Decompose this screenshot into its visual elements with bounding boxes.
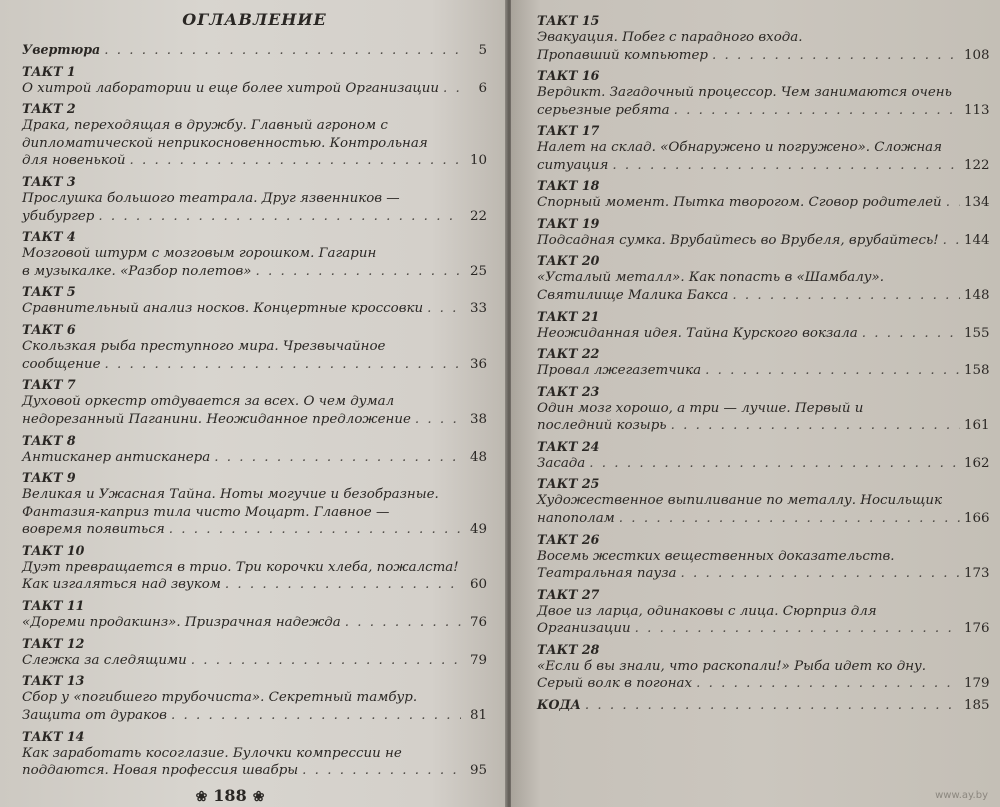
page-ref: 22 — [469, 208, 487, 224]
chapter-label: ТАКТ 25 — [537, 476, 600, 492]
toc-entry — [537, 122, 990, 174]
page-ref: 25 — [469, 263, 487, 279]
toc-row — [22, 356, 487, 374]
chapter-label: ТАКТ 17 — [537, 123, 600, 139]
toc-list-left — [22, 41, 487, 780]
toc-row — [537, 325, 990, 343]
toc-entry — [537, 641, 990, 693]
toc-row — [22, 80, 487, 98]
chapter-title-line: Налет на склад. «Обнаружено и погружено». Сложная — [537, 140, 943, 156]
toc-entry — [537, 215, 990, 250]
chapter-title-line: Святилище Малика Бакса — [537, 287, 729, 303]
page-ref: 161 — [964, 418, 990, 434]
chapter-title-line: Мозговой штурм с мозговым горошком. Гагарин — [22, 246, 377, 262]
chapter-label: ТАКТ 19 — [537, 215, 600, 231]
toc-entry — [22, 63, 487, 98]
toc-row — [22, 208, 487, 226]
dot-leader — [98, 208, 461, 226]
dot-leader — [732, 287, 960, 305]
page-number: 188 — [213, 786, 247, 805]
chapter-title-line: Фантазия-каприз тила чисто Моцарт. Главное — — [22, 504, 390, 520]
chapter-title-line: Художественное выпиливание по металлу. Носильщик — [537, 493, 942, 509]
toc-row — [537, 102, 990, 120]
toc-row — [537, 157, 990, 175]
toc-entry — [22, 672, 487, 724]
dot-leader — [427, 300, 461, 318]
chapter-label: ТАКТ 7 — [22, 377, 76, 393]
chapter-label: ТАКТ 20 — [537, 253, 600, 269]
toc-entry — [22, 432, 487, 467]
chapter-label: ТАКТ 2 — [22, 101, 76, 117]
chapter-title-line: «Дореми продакшнз». Призрачная надежда — [22, 615, 341, 631]
page-ref: 76 — [469, 615, 487, 631]
chapter-title-line: Спорный момент. Пытка творогом. Сговор родителей — [537, 195, 942, 211]
watermark: www.ay.by — [935, 790, 988, 801]
chapter-title-line: напополам — [537, 510, 615, 526]
toc-row — [537, 696, 990, 715]
page-ref: 10 — [469, 153, 487, 169]
chapter-label: ТАКТ 24 — [537, 438, 600, 454]
dot-leader — [214, 449, 461, 467]
chapter-label: ТАКТ 6 — [22, 322, 76, 338]
toc-row — [537, 47, 990, 65]
chapter-label: ТАКТ 15 — [537, 13, 600, 28]
dot-leader — [705, 362, 960, 380]
chapter-title-line: серьезные ребята — [537, 102, 670, 118]
page-ref: 38 — [469, 411, 487, 427]
dot-leader — [130, 152, 461, 170]
chapter-title-line: Провал лжегазетчика — [537, 363, 702, 379]
chapter-title-line: Вердикт. Загадочный процессор. Чем занимаются очень — [537, 85, 952, 101]
dot-leader — [585, 697, 960, 715]
chapter-title-line: Эвакуация. Побег с парадного входа. — [537, 30, 803, 45]
chapter-label: ТАКТ 23 — [537, 383, 600, 399]
page-ref: 166 — [964, 510, 990, 526]
chapter-title-line: Скользкая рыба преступного мира. Чрезвычайное — [22, 339, 386, 355]
toc-entry — [22, 597, 487, 632]
page-ref: 36 — [469, 356, 487, 372]
chapter-label: ТАКТ 13 — [22, 673, 85, 689]
dot-leader — [171, 707, 461, 725]
page-ref: 173 — [964, 566, 990, 582]
toc-entry — [537, 438, 990, 473]
page-ref: 155 — [964, 325, 990, 341]
page-ref: 185 — [964, 697, 990, 713]
dot-leader — [415, 411, 461, 429]
toc-row — [22, 41, 487, 60]
toc-entry — [22, 283, 487, 318]
page-ref: 134 — [964, 195, 990, 211]
chapter-label: ТАКТ 21 — [537, 308, 600, 324]
toc-row — [22, 707, 487, 725]
toc-row — [22, 576, 487, 594]
page-ref: 122 — [964, 157, 990, 173]
toc-entry — [22, 41, 487, 60]
chapter-title-line: Двое из ларца, одинаковы с лица. Сюрприз для — [537, 603, 877, 619]
chapter-title-line: в музыкалке. «Разбор полетов» — [22, 263, 252, 279]
dot-leader — [105, 356, 462, 374]
chapter-title-line: Дуэт превращается в трио. Три корочки хлеба, пожалста! — [22, 559, 459, 575]
chapter-label: ТАКТ 27 — [537, 586, 600, 602]
dot-leader — [681, 565, 961, 583]
toc-entry — [22, 635, 487, 670]
dot-leader — [169, 521, 461, 539]
page-ref: 5 — [478, 43, 487, 58]
chapter-label: ТАКТ 11 — [22, 598, 85, 614]
dot-leader — [946, 194, 960, 212]
toc-row — [22, 263, 487, 281]
toc-row — [22, 300, 487, 318]
page-number-footer — [0, 786, 460, 805]
chapter-title-line: Театральная пауза — [537, 566, 677, 582]
page-ref: 176 — [964, 621, 990, 637]
chapter-title-line: последний козырь — [537, 418, 667, 434]
chapter-label: ТАКТ 26 — [537, 531, 600, 547]
chapter-title-line: Как заработать косоглазие. Булочки компрессии не — [22, 745, 402, 761]
toc-row — [22, 521, 487, 539]
dot-leader — [589, 455, 960, 473]
chapter-title-line: Увертюра — [22, 42, 101, 57]
toc-entry — [537, 308, 990, 343]
dot-leader — [862, 325, 960, 343]
chapter-title-line: Антисканер антисканера — [22, 449, 211, 465]
chapter-title-line: Сбор у «погибшего трубочиста». Секретный тамбур. — [22, 690, 418, 706]
toc-entry — [22, 228, 487, 280]
chapter-title-line: Подсадная сумка. Врубайтесь во Врубеля, врубайтесь! — [537, 232, 939, 248]
chapter-title-line: Слежка за следящими — [22, 652, 187, 668]
chapter-label: ТАКТ 1 — [22, 63, 76, 79]
page-ref: 113 — [964, 102, 990, 118]
chapter-label: ТАКТ 22 — [537, 346, 600, 362]
chapter-label: ТАКТ 4 — [22, 229, 76, 245]
page-ref: 108 — [964, 47, 990, 63]
toc-row — [22, 449, 487, 467]
page-ref: 162 — [964, 455, 990, 471]
chapter-title-line: Восемь жестких вещественных доказательств. — [537, 548, 895, 564]
chapter-title-line: Как изгаляться над звуком — [22, 577, 221, 593]
chapter-title-line: Великая и Ужасная Тайна. Ноты могучие и безобразные. — [22, 487, 439, 503]
chapter-label: ТАКТ 28 — [537, 641, 600, 657]
right-page — [511, 0, 1000, 807]
ornament-right-icon: ❀ — [252, 789, 265, 805]
page-ref: 95 — [469, 763, 487, 779]
toc-row — [537, 565, 990, 583]
chapter-title-line: О хитрой лаборатории и еще более хитрой Организации — [22, 80, 440, 96]
page-ref: 81 — [469, 707, 487, 723]
toc-entry — [537, 475, 990, 527]
toc-row — [537, 510, 990, 528]
toc-entry — [537, 177, 990, 212]
dot-leader — [302, 762, 461, 780]
dot-leader — [443, 80, 461, 98]
chapter-label: ТАКТ 5 — [22, 284, 76, 300]
toc-list-right — [537, 12, 990, 714]
dot-leader — [612, 157, 960, 175]
chapter-title-line: Засада — [537, 455, 586, 471]
chapter-label: ТАКТ 14 — [22, 728, 85, 744]
toc-entry — [22, 321, 487, 373]
chapter-title-line: Драка, переходящая в дружбу. Главный агроном с — [22, 118, 388, 134]
page-ref: 48 — [469, 449, 487, 465]
chapter-title-line: ситуация — [537, 157, 609, 173]
toc-entry — [537, 383, 990, 435]
chapter-title-line: сообщение — [22, 356, 101, 372]
toc-entry — [22, 469, 487, 539]
chapter-title-line: для новенькой — [22, 153, 126, 169]
page-ref: 6 — [478, 80, 487, 96]
toc-entry — [537, 531, 990, 583]
toc-heading: ОГЛАВЛЕНИЕ — [182, 10, 327, 29]
toc-row — [537, 455, 990, 473]
toc-row — [537, 287, 990, 305]
dot-leader — [712, 47, 960, 65]
chapter-title-line: Прослушка большого театрала. Друг язвенников — — [22, 191, 400, 207]
toc-entry — [537, 252, 990, 304]
toc-row — [22, 152, 487, 170]
chapter-title-line: Неожиданная идея. Тайна Курского вокзала — [537, 325, 858, 341]
page-ref: 179 — [964, 676, 990, 692]
dot-leader — [191, 652, 461, 670]
chapter-title-line: Организации — [537, 621, 631, 637]
chapter-title-line: убибургер — [22, 208, 95, 224]
toc-entry — [537, 345, 990, 380]
dot-leader — [696, 675, 960, 693]
dot-leader — [674, 102, 960, 120]
toc-entry — [22, 542, 487, 594]
toc-row — [22, 614, 487, 632]
toc-row — [537, 362, 990, 380]
chapter-label: ТАКТ 3 — [22, 174, 76, 190]
toc-row — [22, 652, 487, 670]
ornament-left-icon: ❀ — [195, 789, 208, 805]
chapter-label: ТАКТ 8 — [22, 432, 76, 448]
chapter-title-line: дипломатической неприкосновенностью. Контрольная — [22, 135, 428, 151]
toc-row — [22, 411, 487, 429]
page-ref: 79 — [469, 652, 487, 668]
chapter-title-line: Защита от дураков — [22, 707, 167, 723]
toc-row — [22, 762, 487, 780]
chapter-title-line: Один мозг хорошо, а три — лучше. Первый и — [537, 400, 864, 416]
chapter-title-line: «Усталый металл». Как попасть в «Шамбалу». — [537, 270, 884, 286]
chapter-label: ТАКТ 9 — [22, 470, 76, 486]
toc-row — [537, 675, 990, 693]
page-ref: 49 — [469, 522, 487, 538]
chapter-title-line: вовремя появиться — [22, 522, 165, 538]
dot-leader — [943, 232, 960, 250]
chapter-label: ТАКТ 18 — [537, 178, 600, 194]
chapter-label: ТАКТ 12 — [22, 635, 85, 651]
chapter-label: ТАКТ 16 — [537, 68, 600, 84]
toc-entry — [22, 376, 487, 428]
chapter-title-line: недорезанный Паганини. Неожиданное предложение — [22, 411, 411, 427]
chapter-title-line: Серый волк в погонах — [537, 676, 693, 692]
page-ref: 60 — [469, 577, 487, 593]
chapter-title-line: Сравнительный анализ носков. Концертные кроссовки — [22, 301, 424, 317]
dot-leader — [256, 263, 461, 281]
toc-entry — [22, 728, 487, 780]
dot-leader — [225, 576, 461, 594]
chapter-title-line: поддаются. Новая профессия швабры — [22, 763, 299, 779]
dot-leader — [671, 417, 960, 435]
toc-entry — [22, 100, 487, 170]
page-ref: 33 — [469, 301, 487, 317]
toc-row — [537, 194, 990, 212]
dot-leader — [345, 614, 461, 632]
toc-row — [537, 417, 990, 435]
toc-entry — [537, 696, 990, 715]
toc-row — [537, 620, 990, 638]
page-ref: 158 — [964, 363, 990, 379]
dot-leader — [104, 42, 461, 60]
toc-entry — [537, 12, 990, 64]
chapter-title-line: Духовой оркестр отдувается за всех. О чем думал — [22, 394, 395, 410]
toc-entry — [22, 173, 487, 225]
chapter-title-line: КОДА — [537, 696, 581, 712]
toc-entry — [537, 586, 990, 638]
page-ref: 148 — [964, 287, 990, 303]
chapter-title-line: Пропавший компьютер — [537, 47, 708, 63]
dot-leader — [635, 620, 960, 638]
page-ref: 144 — [964, 232, 990, 248]
dot-leader — [619, 510, 960, 528]
toc-entry — [537, 67, 990, 119]
chapter-title-line: «Если б вы знали, что раскопали!» Рыба идет ко дну. — [537, 658, 927, 674]
chapter-label: ТАКТ 10 — [22, 542, 85, 558]
toc-row — [537, 232, 990, 250]
